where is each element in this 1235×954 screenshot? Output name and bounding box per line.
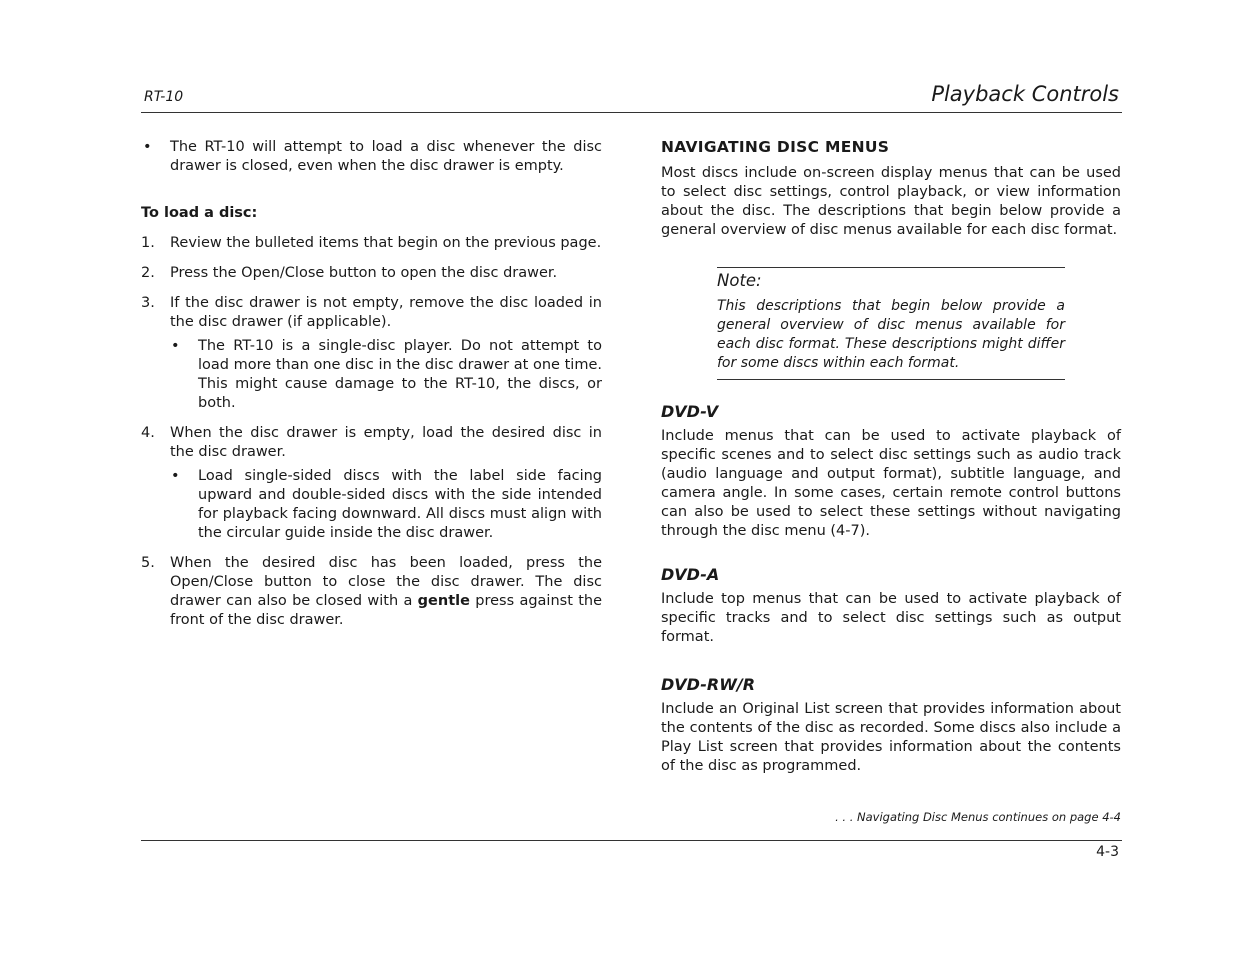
subsection-body-dvd-rw-r: Include an Original List screen that provides information about the contents of the disc as recorded. Some discs also include a Play List screen that provides information about the contents of the disc as programmed. — [661, 701, 1121, 774]
note-title: Note: — [717, 271, 762, 290]
bullet-icon: • — [171, 468, 180, 484]
step-1: 1. Review the bulleted items that begin on the previous page. — [141, 235, 602, 251]
subsection-body-dvd-v: Include menus that can be used to activate playback of specific scenes and to select disc settings such as audio track (audio language and output format), subtitle language, and camera angle. In some cases, certain remote control buttons can also be used to select these settings without navigating through the disc menu (4-7). — [661, 428, 1121, 539]
step-3-note: • The RT-10 is a single-disc player. Do not attempt to load more than one disc in the disc drawer at one time. This might cause damage to the RT-10, the discs, or both. — [171, 338, 602, 411]
step-3: 3. If the disc drawer is not empty, remove the disc loaded in the disc drawer (if applicable). — [141, 295, 602, 330]
section-body: Most discs include on-screen display menus that can be used to select disc settings, control playback, or view information about the disc. The descriptions that begin below provide a general overview of disc menus available for each disc format. — [661, 165, 1121, 238]
header-rule — [141, 112, 1122, 113]
bullet-icon: • — [143, 139, 152, 155]
left-column — [141, 138, 602, 630]
subsection-title-dvd-v: DVD-V — [661, 402, 719, 421]
right-column — [661, 138, 1121, 827]
step-4: 4. When the disc drawer is empty, load the desired disc in the disc drawer. — [141, 425, 602, 460]
subsection-title-dvd-rw-r: DVD-RW/R — [661, 675, 756, 694]
running-header-model: RT-10 — [144, 89, 184, 105]
running-header-chapter: Playback Controls — [931, 82, 1119, 106]
page-number: 4-3 — [1096, 844, 1119, 860]
subsection-body-dvd-a: Include top menus that can be used to activate playback of specific tracks and to select disc settings such as output format. — [661, 591, 1121, 645]
step-4-note: • Load single-sided discs with the label side facing upward and double-sided discs with the side intended for playback facing downward. All discs must align with the circular guide inside the disc drawer. — [171, 468, 602, 541]
intro-bullet: • The RT-10 will attempt to load a disc whenever the disc drawer is closed, even when the disc drawer is empty. — [143, 139, 602, 174]
footer-rule — [141, 840, 1122, 841]
subsection-title-dvd-a: DVD-A — [661, 565, 720, 584]
section-title: NAVIGATING DISC MENUS — [661, 138, 890, 156]
emphasis-gentle: gentle — [417, 593, 470, 609]
procedure-label: To load a disc: — [141, 205, 258, 221]
note-box — [717, 267, 1065, 380]
step-2: 2. Press the Open/Close button to open the disc drawer. — [141, 265, 558, 281]
step-5: 5. When the desired disc has been loaded, press the Open/Close button to close the disc drawer. The disc drawer can also be closed with a gentle press against the front of the disc drawer. — [141, 555, 602, 628]
note-body: This descriptions that begin below provide a general overview of disc menus available for each disc format. These descriptions might differ for some discs within each format. — [717, 298, 1065, 371]
continues-note: . . . Navigating Disc Menus continues on page 4-4 — [835, 810, 1121, 824]
bullet-icon: • — [171, 338, 180, 354]
